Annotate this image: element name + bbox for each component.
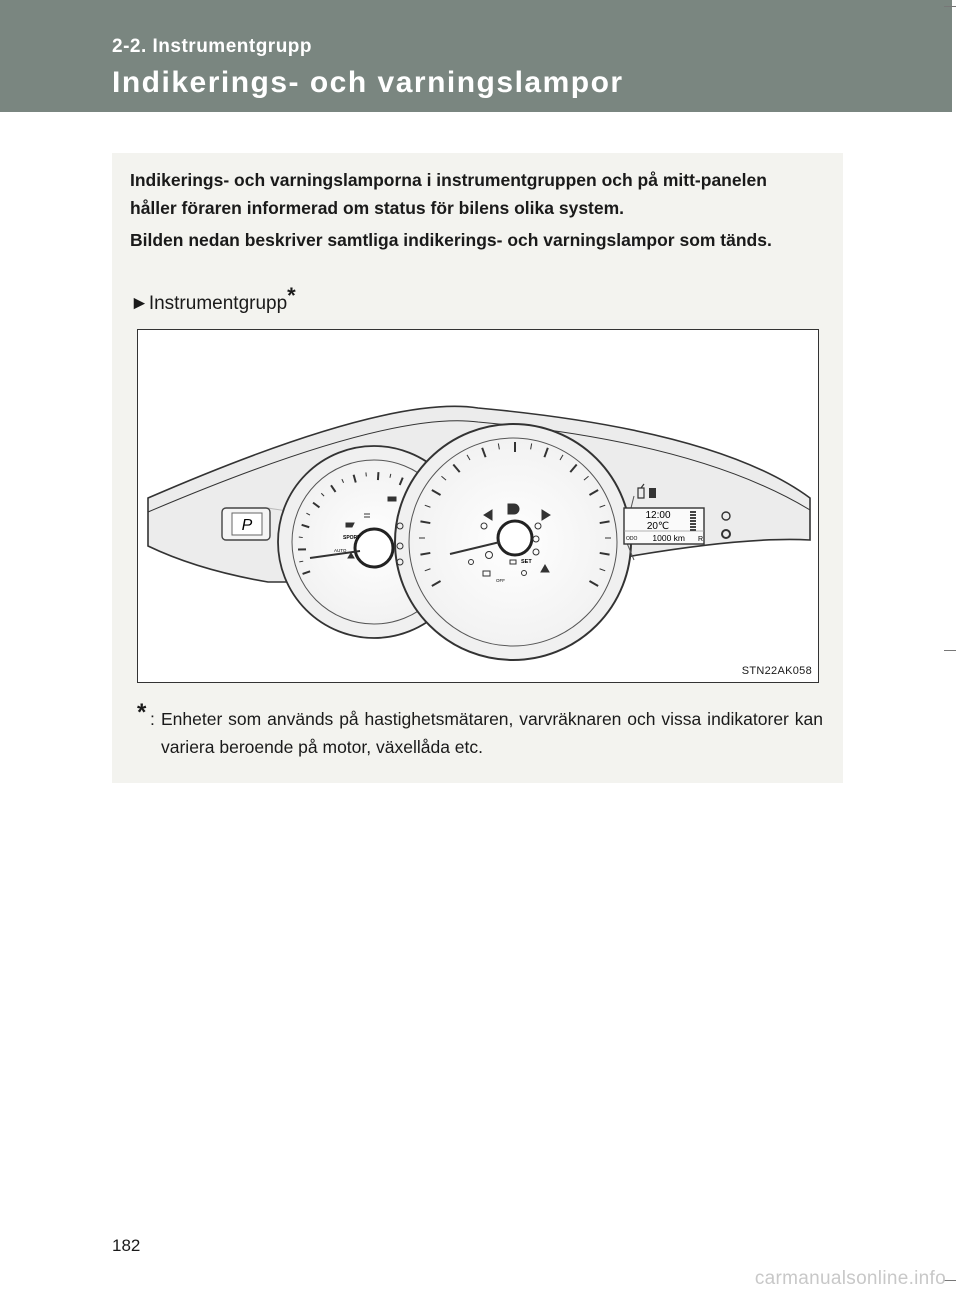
instrument-cluster-illustration (138, 330, 818, 682)
fuel-bar-segment (690, 520, 696, 522)
fuel-bar-segment (690, 526, 696, 528)
page-number: 182 (112, 1236, 141, 1255)
gear-position-readout: R (698, 536, 704, 543)
auto-label: AUTO (334, 548, 347, 553)
footnote-asterisk: * (137, 699, 147, 726)
check-engine-icon (346, 523, 354, 527)
fuel-low-icon (649, 488, 656, 498)
intro-paragraph: Bilden nedan beskriver samtliga indikerings- och varningslampor som tänds. (130, 230, 772, 250)
page-title: Indikerings- och varningslampor (112, 66, 624, 99)
fuel-bar-segment (690, 514, 696, 516)
fuel-bar-segment (690, 523, 696, 525)
gear-indicator: P (241, 517, 253, 534)
fuel-bar-segment (690, 529, 696, 531)
watermark: carmanualsonline.info (754, 1268, 946, 1289)
triangle-marker-icon: ► (130, 293, 149, 314)
headlight-icon (508, 504, 519, 514)
fuel-bar-segment (690, 517, 696, 519)
odo-label: ODO (626, 536, 638, 542)
dial-tick (299, 537, 303, 538)
chapter-header (0, 0, 952, 112)
figure-id: STN22AK058 (741, 665, 812, 677)
crop-mark (944, 650, 956, 651)
intro-paragraph: Indikerings- och varningslamporna i instrumentgruppen och på mitt-panelen håller föraren informerad om status för bilens olika system. (130, 170, 767, 218)
crop-mark (944, 6, 956, 7)
set-label: SET (521, 559, 532, 565)
fuel-bar-segment (690, 511, 696, 513)
asterisk-mark: * (287, 283, 296, 308)
clock-readout: 12:00 (645, 510, 671, 521)
odometer-readout: 1000 km (652, 533, 685, 543)
intro-panel (112, 153, 843, 783)
outside-temperature: 20℃ (646, 521, 670, 532)
fuel-level-bars (690, 511, 696, 531)
instrument-cluster-figure (137, 329, 819, 683)
section-label: 2-2. Instrumentgrupp (112, 36, 313, 57)
off-label: OFF (496, 578, 505, 583)
sport-label: SPORT (343, 535, 361, 541)
footnote-colon: : (150, 709, 155, 729)
footnote-text: Enheter som används på hastighetsmätaren, varvräknaren och vissa indikatorer kan variera beroende på motor, växellåda etc. (161, 709, 823, 757)
footnote (137, 699, 823, 761)
subheading (130, 283, 296, 315)
subheading-text: Instrumentgrupp (148, 293, 288, 314)
fuel-gauge-icon (388, 497, 396, 501)
